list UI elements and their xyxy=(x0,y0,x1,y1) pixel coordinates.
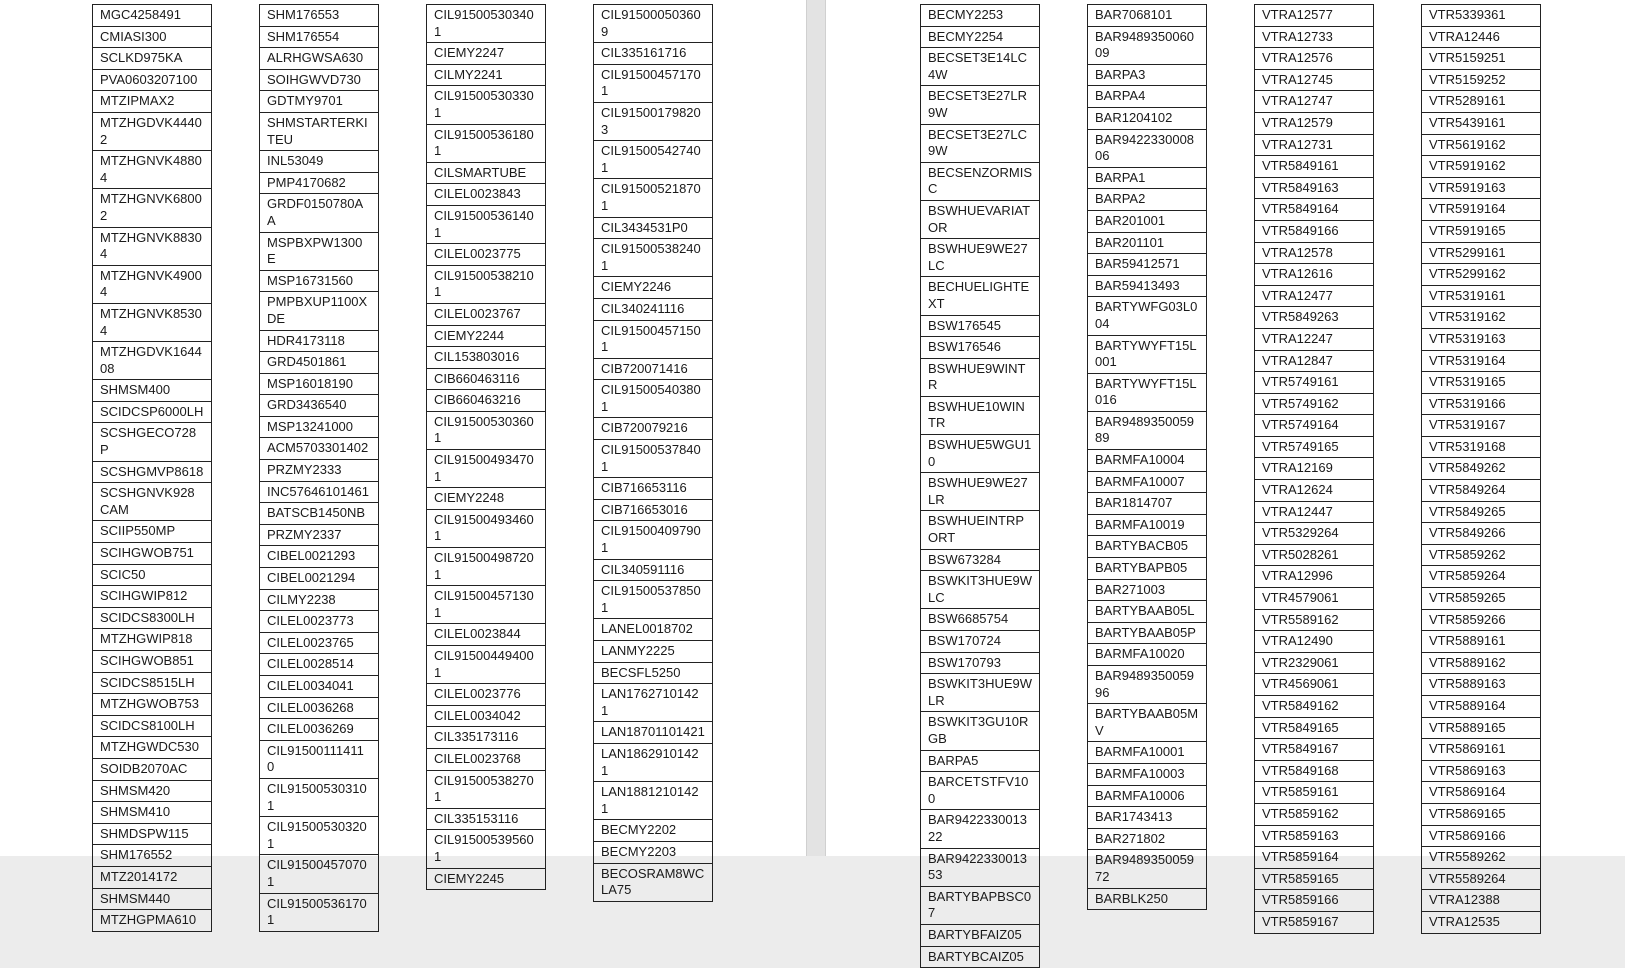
table-cell: VTR5859161 xyxy=(1254,782,1374,804)
table-cell: SCSHGMVP8618 xyxy=(92,462,212,484)
table-cell: VTR5319164 xyxy=(1421,351,1541,373)
table-cell: BAR201001 xyxy=(1087,211,1207,233)
table-cell: MSP13241000 xyxy=(259,417,379,439)
table-cell: VTR5849265 xyxy=(1421,502,1541,524)
table-cell: BSW170793 xyxy=(920,653,1040,675)
table-cell: CIL915004570701 xyxy=(259,855,379,893)
table-cell: VTR5299161 xyxy=(1421,243,1541,265)
table-cell: BAR59412571 xyxy=(1087,254,1207,276)
table-cell: VTR5849163 xyxy=(1254,178,1374,200)
table-cell: CIL335173116 xyxy=(426,727,546,749)
table-cell: BARTYBAAB05L xyxy=(1087,601,1207,623)
table-cell: BSW176546 xyxy=(920,337,1040,359)
table-cell: CILSMARTUBE xyxy=(426,163,546,185)
table-cell: CILEL0036268 xyxy=(259,698,379,720)
table-cell: LANEL0018702 xyxy=(593,619,713,641)
table-cell: BARPA5 xyxy=(920,751,1040,773)
table-cell: VTR5329264 xyxy=(1254,523,1374,545)
table-cell: VTR5919164 xyxy=(1421,199,1541,221)
table-cell: VTRA12477 xyxy=(1254,286,1374,308)
code-list-column-8 xyxy=(1421,4,1541,934)
table-cell: VTR5028261 xyxy=(1254,545,1374,567)
table-cell: VTR5859167 xyxy=(1254,912,1374,934)
table-cell: CIL915005403801 xyxy=(593,380,713,418)
code-list-column-4 xyxy=(593,4,713,902)
table-cell: VTR5849164 xyxy=(1254,199,1374,221)
table-cell: LAN18701101421 xyxy=(593,722,713,744)
table-cell: VTR5159252 xyxy=(1421,70,1541,92)
table-cell: CIBEL0021293 xyxy=(259,546,379,568)
table-cell: VTRA12578 xyxy=(1254,243,1374,265)
table-cell: MSP16731560 xyxy=(259,271,379,293)
table-cell: VTR5859266 xyxy=(1421,610,1541,632)
table-cell: MTZHGDVK44402 xyxy=(92,113,212,151)
table-cell: BSWHUEINTRPORT xyxy=(920,511,1040,549)
table-cell: BECMY2253 xyxy=(920,5,1040,27)
table-cell: SHMSM410 xyxy=(92,802,212,824)
table-cell: BARMFA10004 xyxy=(1087,450,1207,472)
table-cell: BAR271003 xyxy=(1087,580,1207,602)
document-page-left xyxy=(0,0,806,856)
table-cell: BAR1204102 xyxy=(1087,108,1207,130)
table-cell: VTR5859166 xyxy=(1254,890,1374,912)
table-cell: BARTYBFAIZ05 xyxy=(920,925,1040,947)
table-cell: PVA0603207100 xyxy=(92,70,212,92)
table-cell: BECSET3E27LR9W xyxy=(920,86,1040,124)
table-cell: MTZIPMAX2 xyxy=(92,91,212,113)
table-cell: CIL335161716 xyxy=(593,43,713,65)
code-list-column-6 xyxy=(1087,4,1207,910)
table-cell: CILEL0023775 xyxy=(426,244,546,266)
table-cell: VTR5749165 xyxy=(1254,437,1374,459)
table-cell: CILEL0034041 xyxy=(259,676,379,698)
table-cell: BECMY2254 xyxy=(920,27,1040,49)
table-cell: CILMY2241 xyxy=(426,65,546,87)
table-cell: CILEL0036269 xyxy=(259,719,379,741)
code-list-column-3 xyxy=(426,4,546,890)
table-cell: BAR271802 xyxy=(1087,829,1207,851)
table-cell: BSWHUE9WE27LR xyxy=(920,473,1040,511)
table-cell: MGC4258491 xyxy=(92,5,212,27)
table-cell: SHM176554 xyxy=(259,27,379,49)
table-cell: MTZHGNVK85304 xyxy=(92,304,212,342)
table-cell: BARPA4 xyxy=(1087,86,1207,108)
table-cell: VTR5849264 xyxy=(1421,480,1541,502)
table-cell: CIL915001798203 xyxy=(593,103,713,141)
table-cell: BAR942233000806 xyxy=(1087,130,1207,168)
table-cell: BSW176545 xyxy=(920,316,1040,338)
table-cell: VTRA12247 xyxy=(1254,329,1374,351)
table-cell: BAR1743413 xyxy=(1087,807,1207,829)
table-cell: VTR5869165 xyxy=(1421,804,1541,826)
table-cell: VTR5859262 xyxy=(1421,545,1541,567)
table-cell: VTR5859163 xyxy=(1254,826,1374,848)
table-cell: VTR2329061 xyxy=(1254,653,1374,675)
table-cell: VTRA12169 xyxy=(1254,458,1374,480)
table-cell: BECSET3E14LC4W xyxy=(920,48,1040,86)
table-cell: VTR5859164 xyxy=(1254,847,1374,869)
table-cell: SCSHGECO728P xyxy=(92,423,212,461)
table-cell: BSWHUE5WGU10 xyxy=(920,435,1040,473)
table-cell: BARTYBAPBSC07 xyxy=(920,887,1040,925)
table-cell: CIEMY2247 xyxy=(426,43,546,65)
table-cell: SOIHGWVD730 xyxy=(259,70,379,92)
table-cell: CIL153803016 xyxy=(426,347,546,369)
table-cell: BSWHUE9WE27LC xyxy=(920,239,1040,277)
table-cell: BAR201101 xyxy=(1087,233,1207,255)
table-cell: BSWKIT3HUE9WLC xyxy=(920,571,1040,609)
table-cell: GRDF0150780AA xyxy=(259,194,379,232)
table-cell: SHMSM420 xyxy=(92,781,212,803)
table-cell: VTRA12446 xyxy=(1421,27,1541,49)
table-cell: VTR5889162 xyxy=(1421,653,1541,675)
table-cell: SHMDSPW115 xyxy=(92,824,212,846)
table-cell: BECSET3E27LC9W xyxy=(920,125,1040,163)
table-cell: BSWHUE9WINTR xyxy=(920,359,1040,397)
table-cell: CIL915004987201 xyxy=(426,548,546,586)
table-cell: SHM176552 xyxy=(92,845,212,867)
table-cell: VTRA12996 xyxy=(1254,566,1374,588)
table-cell: VTR5319161 xyxy=(1421,286,1541,308)
table-cell: MTZHGNVK48804 xyxy=(92,151,212,189)
table-cell: VTR5869161 xyxy=(1421,739,1541,761)
table-cell: BARMFA10007 xyxy=(1087,472,1207,494)
table-cell: BARMFA10019 xyxy=(1087,515,1207,537)
table-cell: BAR942233001322 xyxy=(920,810,1040,848)
table-cell: MSP16018190 xyxy=(259,374,379,396)
table-cell: VTR5869164 xyxy=(1421,782,1541,804)
table-cell: SHMSM400 xyxy=(92,380,212,402)
table-cell: CIL915004097901 xyxy=(593,521,713,559)
table-cell: CIL915005361801 xyxy=(426,125,546,163)
table-cell: CIL915005303201 xyxy=(259,817,379,855)
document-page-right xyxy=(826,0,1625,856)
table-cell: MSPBXPW1300E xyxy=(259,233,379,271)
table-cell: CILEL0023767 xyxy=(426,304,546,326)
table-cell: SCIDCS8100LH xyxy=(92,716,212,738)
table-cell: ALRHGWSA630 xyxy=(259,48,379,70)
table-cell: CIB716653116 xyxy=(593,478,713,500)
table-cell: MTZHGDVK164408 xyxy=(92,342,212,380)
table-cell: BSWKIT3GU10RGB xyxy=(920,712,1040,750)
table-cell: BARTYBACB05 xyxy=(1087,536,1207,558)
table-cell: SCIC50 xyxy=(92,565,212,587)
table-cell: GRD3436540 xyxy=(259,395,379,417)
table-cell: SCIHGWOB751 xyxy=(92,543,212,565)
table-cell: CIL915004494001 xyxy=(426,646,546,684)
table-cell: VTR5849162 xyxy=(1254,696,1374,718)
table-cell: SCSHGNVK928CAM xyxy=(92,483,212,521)
table-cell: CIEMY2246 xyxy=(593,277,713,299)
table-cell: VTR5589262 xyxy=(1421,847,1541,869)
table-cell: VTR5289161 xyxy=(1421,91,1541,113)
table-cell: BSW673284 xyxy=(920,550,1040,572)
table-cell: BSWHUE10WINTR xyxy=(920,397,1040,435)
table-cell: VTR5589264 xyxy=(1421,869,1541,891)
table-cell: VTR5589162 xyxy=(1254,610,1374,632)
table-cell: BARTYBAPB05 xyxy=(1087,558,1207,580)
table-cell: BARMFA10001 xyxy=(1087,742,1207,764)
table-cell: CIL915005303401 xyxy=(426,5,546,43)
table-cell: VTR5859264 xyxy=(1421,566,1541,588)
table-cell: VTR5849168 xyxy=(1254,761,1374,783)
table-cell: CILEL0028514 xyxy=(259,654,379,676)
table-cell: VTR5439161 xyxy=(1421,113,1541,135)
table-cell: SCIHGWIP812 xyxy=(92,586,212,608)
table-cell: BARTYWYFT15L001 xyxy=(1087,336,1207,374)
table-cell: VTRA12577 xyxy=(1254,5,1374,27)
table-cell: MTZHGWIP818 xyxy=(92,629,212,651)
table-cell: PMPBXUP1100XDE xyxy=(259,292,379,330)
table-cell: BAR942233001353 xyxy=(920,849,1040,887)
table-cell: CILEL0023844 xyxy=(426,624,546,646)
table-cell: CILEL0023773 xyxy=(259,611,379,633)
table-cell: GDTMY9701 xyxy=(259,91,379,113)
table-cell: BAR948935005972 xyxy=(1087,850,1207,888)
table-cell: CILEL0023765 xyxy=(259,633,379,655)
table-cell: BARMFA10003 xyxy=(1087,764,1207,786)
table-cell: CILEL0023843 xyxy=(426,184,546,206)
table-cell: MTZHGNVK88304 xyxy=(92,228,212,266)
table-cell: CIL340591116 xyxy=(593,560,713,582)
table-cell: CIB660463216 xyxy=(426,390,546,412)
table-cell: LAN18629101421 xyxy=(593,744,713,782)
table-cell: VTR5159251 xyxy=(1421,48,1541,70)
table-cell: LAN17627101421 xyxy=(593,684,713,722)
table-cell: VTR5919162 xyxy=(1421,156,1541,178)
table-cell: CIL915005395601 xyxy=(426,830,546,868)
table-cell: VTR4569061 xyxy=(1254,674,1374,696)
table-cell: CIL335153116 xyxy=(426,809,546,831)
table-cell: VTR5749162 xyxy=(1254,394,1374,416)
table-cell: CIL915004571501 xyxy=(593,321,713,359)
table-cell: GRD4501861 xyxy=(259,352,379,374)
table-cell: BARMFA10006 xyxy=(1087,786,1207,808)
table-cell: CIL915005378401 xyxy=(593,440,713,478)
table-cell: LANMY2225 xyxy=(593,641,713,663)
table-cell: SCIHGWOB851 xyxy=(92,651,212,673)
table-cell: CIB716653016 xyxy=(593,500,713,522)
table-cell: PRZMY2337 xyxy=(259,525,379,547)
table-cell: BSWKIT3HUE9WLR xyxy=(920,674,1040,712)
table-cell: CIL915001114110 xyxy=(259,741,379,779)
table-cell: VTR5919165 xyxy=(1421,221,1541,243)
table-cell: CILEL0023768 xyxy=(426,749,546,771)
table-cell: CIEMY2248 xyxy=(426,488,546,510)
table-cell: ACM5703301402 xyxy=(259,438,379,460)
table-cell: HDR4173118 xyxy=(259,331,379,353)
table-cell: VTR5299162 xyxy=(1421,264,1541,286)
table-cell: BECSFL5250 xyxy=(593,663,713,685)
table-cell: VTR5859265 xyxy=(1421,588,1541,610)
table-cell: CIL915005382101 xyxy=(426,266,546,304)
table-cell: CIL915005427401 xyxy=(593,141,713,179)
table-cell: CILMY2238 xyxy=(259,590,379,612)
table-cell: CIB720079216 xyxy=(593,418,713,440)
table-cell: VTR5319163 xyxy=(1421,329,1541,351)
table-cell: SHMSM440 xyxy=(92,889,212,911)
table-cell: SCIDCS8300LH xyxy=(92,608,212,630)
table-cell: BECHUELIGHTEXT xyxy=(920,277,1040,315)
table-cell: BARTYWFG03L004 xyxy=(1087,297,1207,335)
table-cell: MTZHGNVK49004 xyxy=(92,266,212,304)
table-cell: VTRA12535 xyxy=(1421,912,1541,934)
table-cell: VTR5849165 xyxy=(1254,718,1374,740)
table-cell: VTR5339361 xyxy=(1421,5,1541,27)
table-cell: VTR5849166 xyxy=(1254,221,1374,243)
table-cell: VTR5859165 xyxy=(1254,869,1374,891)
table-cell: VTR5849266 xyxy=(1421,523,1541,545)
table-cell: CIL915005378501 xyxy=(593,581,713,619)
table-cell: BARPA1 xyxy=(1087,168,1207,190)
table-cell: BARTYBCAIZ05 xyxy=(920,947,1040,968)
table-cell: BARMFA10020 xyxy=(1087,644,1207,666)
table-cell: VTRA12490 xyxy=(1254,631,1374,653)
table-cell: VTRA12747 xyxy=(1254,91,1374,113)
code-list-column-1 xyxy=(92,4,212,932)
table-cell: BECMY2202 xyxy=(593,820,713,842)
table-cell: BAR1814707 xyxy=(1087,493,1207,515)
code-list-column-5 xyxy=(920,4,1040,968)
table-cell: VTRA12576 xyxy=(1254,48,1374,70)
table-cell: BSW6685754 xyxy=(920,609,1040,631)
table-cell: BAR948935005996 xyxy=(1087,666,1207,704)
table-cell: SCIDCSP6000LH xyxy=(92,402,212,424)
code-list-column-7 xyxy=(1254,4,1374,934)
table-cell: BATSCB1450NB xyxy=(259,503,379,525)
table-cell: VTR5869166 xyxy=(1421,826,1541,848)
table-cell: SCIIP550MP xyxy=(92,521,212,543)
table-cell: BSW170724 xyxy=(920,631,1040,653)
table-cell: INC57646101461 xyxy=(259,482,379,504)
table-cell: CILEL0034042 xyxy=(426,706,546,728)
table-cell: VTR4579061 xyxy=(1254,588,1374,610)
page-gutter xyxy=(806,0,826,856)
table-cell: MTZHGNVK68002 xyxy=(92,189,212,227)
table-cell: BARPA3 xyxy=(1087,65,1207,87)
table-cell: CILEL0023776 xyxy=(426,684,546,706)
table-cell: MTZ2014172 xyxy=(92,867,212,889)
table-cell: VTRA12731 xyxy=(1254,135,1374,157)
table-cell: BSWHUEVARIATOR xyxy=(920,201,1040,239)
table-cell: VTR5889161 xyxy=(1421,631,1541,653)
table-cell: BAR948935006009 xyxy=(1087,27,1207,65)
table-cell: VTR5319168 xyxy=(1421,437,1541,459)
table-cell: VTR5849167 xyxy=(1254,739,1374,761)
table-cell: CIL915005382401 xyxy=(593,239,713,277)
table-cell: SHMSTARTERKITEU xyxy=(259,113,379,151)
table-cell: CIL915004934601 xyxy=(426,510,546,548)
table-cell: VTR5889165 xyxy=(1421,718,1541,740)
table-cell: BECMY2203 xyxy=(593,842,713,864)
table-cell: VTR5749161 xyxy=(1254,372,1374,394)
table-cell: MTZHGWOB753 xyxy=(92,694,212,716)
table-cell: CIB660463116 xyxy=(426,369,546,391)
table-cell: BARBLK250 xyxy=(1087,889,1207,911)
table-cell: BAR59413493 xyxy=(1087,276,1207,298)
table-cell: CIL915004571701 xyxy=(593,65,713,103)
table-cell: CIL3434531P0 xyxy=(593,218,713,240)
table-cell: VTR5889164 xyxy=(1421,696,1541,718)
table-cell: MTZHGPMA610 xyxy=(92,910,212,932)
table-cell: VTRA12847 xyxy=(1254,351,1374,373)
table-cell: BARCETSTFV100 xyxy=(920,772,1040,810)
table-cell: VTR5849262 xyxy=(1421,458,1541,480)
table-cell: BARPA2 xyxy=(1087,189,1207,211)
table-cell: CIL915005218701 xyxy=(593,179,713,217)
table-cell: VTR5889163 xyxy=(1421,674,1541,696)
table-cell: BARTYWYFT15L016 xyxy=(1087,374,1207,412)
code-list-column-2 xyxy=(259,4,379,932)
table-cell: LAN18812101421 xyxy=(593,782,713,820)
table-cell: VTR5319166 xyxy=(1421,394,1541,416)
table-cell: SHM176553 xyxy=(259,5,379,27)
table-cell: PRZMY2333 xyxy=(259,460,379,482)
table-cell: VTRA12616 xyxy=(1254,264,1374,286)
table-cell: SOIDB2070AC xyxy=(92,759,212,781)
table-cell: CIL915005361401 xyxy=(426,206,546,244)
table-cell: CIL915000503609 xyxy=(593,5,713,43)
table-cell: BARTYBAAB05MV xyxy=(1087,704,1207,742)
table-cell: CIB720071416 xyxy=(593,359,713,381)
table-cell: CIL340241116 xyxy=(593,299,713,321)
table-cell: BECOSRAM8WCLA75 xyxy=(593,864,713,902)
table-cell: SCLKD975KA xyxy=(92,48,212,70)
table-cell: BAR7068101 xyxy=(1087,5,1207,27)
table-cell: CIL915004571301 xyxy=(426,586,546,624)
table-cell: VTRA12447 xyxy=(1254,502,1374,524)
table-cell: MTZHGWDC530 xyxy=(92,737,212,759)
table-cell: VTR5319167 xyxy=(1421,415,1541,437)
table-cell: VTRA12733 xyxy=(1254,27,1374,49)
table-cell: CIL915004934701 xyxy=(426,450,546,488)
table-cell: BECSENZORMISC xyxy=(920,163,1040,201)
table-cell: VTR5849161 xyxy=(1254,156,1374,178)
table-cell: CIEMY2244 xyxy=(426,326,546,348)
table-cell: VTR5849263 xyxy=(1254,307,1374,329)
table-cell: SCIDCS8515LH xyxy=(92,673,212,695)
table-cell: BARTYBAAB05P xyxy=(1087,623,1207,645)
table-cell: VTRA12745 xyxy=(1254,70,1374,92)
table-cell: CMIASI300 xyxy=(92,27,212,49)
table-cell: CIL915005303601 xyxy=(426,412,546,450)
table-cell: VTR5619162 xyxy=(1421,135,1541,157)
table-cell: VTRA12579 xyxy=(1254,113,1374,135)
table-cell: VTR5319165 xyxy=(1421,372,1541,394)
table-cell: CIL915005361701 xyxy=(259,894,379,932)
table-cell: CIBEL0021294 xyxy=(259,568,379,590)
table-cell: VTRA12624 xyxy=(1254,480,1374,502)
table-cell: CIL915005303301 xyxy=(426,86,546,124)
table-cell: CIL915005382701 xyxy=(426,771,546,809)
table-cell: INL53049 xyxy=(259,151,379,173)
table-cell: PMP4170682 xyxy=(259,173,379,195)
table-cell: VTR5749164 xyxy=(1254,415,1374,437)
table-cell: CIL915005303101 xyxy=(259,779,379,817)
table-cell: BAR948935005989 xyxy=(1087,412,1207,450)
table-cell: CIEMY2245 xyxy=(426,869,546,891)
table-cell: VTR5859162 xyxy=(1254,804,1374,826)
table-cell: VTR5869163 xyxy=(1421,761,1541,783)
table-cell: VTRA12388 xyxy=(1421,890,1541,912)
table-cell: VTR5919163 xyxy=(1421,178,1541,200)
table-cell: VTR5319162 xyxy=(1421,307,1541,329)
